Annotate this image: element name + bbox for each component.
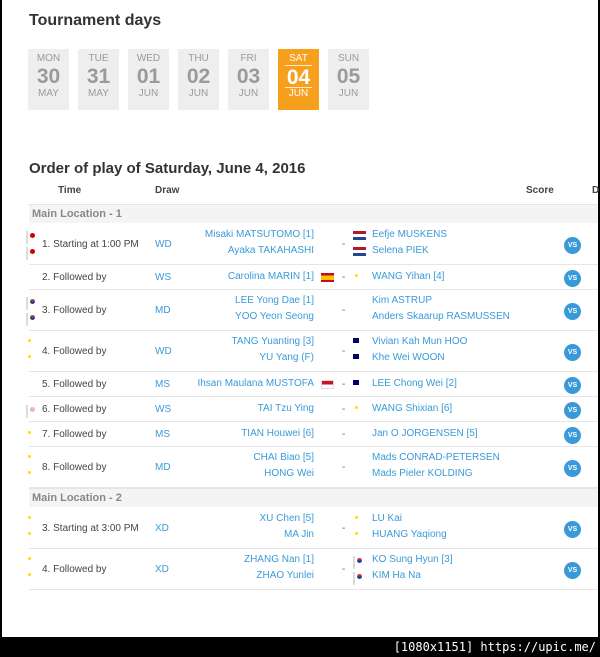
vs-button[interactable]: VS: [564, 562, 581, 579]
home-player: [29, 351, 337, 365]
day-tile-thu[interactable]: [178, 49, 219, 110]
flag-ned-icon: [353, 231, 366, 240]
player-name-link[interactable]: YU Yang (F): [259, 352, 314, 363]
match-row: [29, 422, 598, 447]
match-row: [29, 372, 598, 397]
player-name-link[interactable]: HONG Wei: [264, 468, 314, 479]
match-time: 5. Followed by: [42, 379, 107, 390]
match-row: [29, 447, 598, 488]
page-frame: [2, 0, 598, 637]
away-player: [353, 244, 573, 258]
day-num: 31: [86, 65, 111, 88]
away-player: [353, 377, 573, 391]
home-player: [29, 294, 337, 308]
away-player: [353, 512, 573, 526]
flag-jpn-icon: [26, 247, 28, 260]
day-month: MAY: [88, 88, 109, 99]
player-name-link[interactable]: Kim ASTRUP: [372, 295, 433, 306]
player-name-link[interactable]: WANG Yihan [4]: [372, 271, 445, 282]
vs-button[interactable]: VS: [564, 402, 581, 419]
player-name-link[interactable]: CHAI Biao [5]: [253, 452, 314, 463]
column-extra: D: [592, 185, 600, 196]
match-row: [29, 549, 598, 590]
vs-button[interactable]: VS: [564, 427, 581, 444]
day-tile-mon[interactable]: [28, 49, 69, 110]
flag-kor-icon: [353, 572, 355, 585]
home-player: [29, 402, 337, 416]
player-name-link[interactable]: ZHAO Yunlei: [256, 570, 314, 581]
flag-ina-icon: [321, 380, 334, 389]
day-month: JUN: [238, 88, 259, 99]
tournament-days-title: Tournament days: [29, 12, 162, 29]
match-time: 6. Followed by: [42, 404, 107, 415]
home-player: [29, 512, 337, 526]
player-name-link[interactable]: Eefje MUSKENS: [372, 229, 448, 240]
player-name-link[interactable]: YOO Yeon Seong: [235, 311, 314, 322]
home-player: [29, 335, 337, 349]
home-player: [29, 467, 337, 481]
location-header: Main Location - 1: [29, 204, 598, 223]
away-player: [353, 402, 573, 416]
day-month: JUN: [138, 88, 159, 99]
day-dow: FRI: [240, 53, 257, 64]
away-player: [353, 270, 573, 284]
match-row: [29, 331, 598, 372]
match-time: 3. Followed by: [42, 305, 107, 316]
day-num: 04: [286, 66, 311, 89]
day-num: 05: [336, 65, 361, 88]
location-header: Main Location - 2: [29, 488, 598, 507]
day-tile-sat[interactable]: [278, 49, 319, 110]
player-name-link[interactable]: Mads Pieler KOLDING: [372, 468, 473, 479]
versus-dash: -: [342, 305, 346, 316]
versus-dash: -: [342, 523, 346, 534]
versus-dash: -: [342, 239, 346, 250]
vs-button[interactable]: VS: [564, 521, 581, 538]
match-row: [29, 265, 598, 290]
home-player: [29, 569, 337, 583]
match-draw[interactable]: MD: [155, 462, 171, 473]
day-month: JUN: [288, 88, 309, 99]
home-player: [29, 451, 337, 465]
match-row: [29, 508, 598, 549]
day-dow: SAT: [289, 53, 308, 64]
day-dow: TUE: [88, 53, 109, 64]
away-player: [353, 467, 573, 481]
day-num: 02: [186, 65, 211, 88]
home-player: [29, 270, 337, 284]
home-player: [29, 553, 337, 567]
match-time: 3. Starting at 3:00 PM: [42, 523, 139, 534]
versus-dash: -: [342, 346, 346, 357]
day-tile-tue[interactable]: [78, 49, 119, 110]
match-draw[interactable]: WS: [155, 272, 172, 283]
flag-esp-icon: [321, 273, 334, 282]
match-row: [29, 224, 598, 265]
vs-button[interactable]: VS: [564, 237, 581, 254]
column-draw: Draw: [155, 185, 180, 196]
home-player: [29, 244, 337, 258]
day-dow: WED: [136, 53, 161, 64]
match-row: [29, 290, 598, 331]
player-name-link[interactable]: Misaki MATSUTOMO [1]: [204, 229, 314, 240]
player-name-link[interactable]: TANG Yuanting [3]: [231, 336, 314, 347]
match-time: 2. Followed by: [42, 272, 107, 283]
vs-button[interactable]: VS: [564, 303, 581, 320]
away-player: [353, 569, 573, 583]
away-player: [353, 310, 573, 324]
day-month: JUN: [338, 88, 359, 99]
match-draw[interactable]: XD: [155, 523, 169, 534]
player-name-link[interactable]: HUANG Yaqiong: [372, 529, 447, 540]
versus-dash: -: [342, 379, 346, 390]
player-name-link[interactable]: KIM Ha Na: [372, 570, 421, 581]
player-name-link[interactable]: MA Jin: [283, 529, 314, 540]
vs-button[interactable]: VS: [564, 377, 581, 394]
player-name-link[interactable]: Khe Wei WOON: [372, 352, 445, 363]
home-player: [29, 377, 337, 391]
day-num: 03: [236, 65, 261, 88]
day-tile-wed[interactable]: [128, 49, 169, 110]
flag-tpe-icon: [26, 405, 28, 418]
player-name-link[interactable]: TIAN Houwei [6]: [241, 428, 314, 439]
player-name-link[interactable]: Mads CONRAD-PETERSEN: [372, 452, 500, 463]
day-num: 01: [136, 65, 161, 88]
flag-jpn-icon: [26, 231, 28, 244]
match-time: 4. Followed by: [42, 346, 107, 357]
match-draw[interactable]: WD: [155, 239, 172, 250]
versus-dash: -: [342, 404, 346, 415]
away-player: [353, 427, 573, 441]
image-size-footer: [1080x1151] https://upic.me/: [0, 637, 600, 657]
player-name-link[interactable]: WANG Shixian [6]: [372, 403, 453, 414]
player-name-link[interactable]: KO Sung Hyun [3]: [372, 554, 453, 565]
vs-button[interactable]: VS: [564, 344, 581, 361]
flag-kor-icon: [26, 313, 28, 326]
player-name-link[interactable]: Anders Skaarup RASMUSSEN: [372, 311, 510, 322]
match-time: 4. Followed by: [42, 564, 107, 575]
day-tile-fri[interactable]: [228, 49, 269, 110]
away-player: [353, 294, 573, 308]
player-name-link[interactable]: Ihsan Maulana MUSTOFA: [197, 378, 314, 389]
versus-dash: -: [342, 462, 346, 473]
away-player: [353, 451, 573, 465]
match-draw[interactable]: WS: [155, 404, 172, 415]
day-num: 30: [36, 65, 61, 88]
day-dow: THU: [188, 53, 209, 64]
column-time: Time: [58, 185, 82, 196]
player-name-link[interactable]: Jan O JORGENSEN [5]: [372, 428, 478, 439]
player-name-link[interactable]: Ayaka TAKAHASHI: [227, 245, 314, 256]
match-draw[interactable]: MS: [155, 429, 170, 440]
day-month: JUN: [188, 88, 209, 99]
vs-button[interactable]: VS: [564, 460, 581, 477]
match-time: 1. Starting at 1:00 PM: [42, 239, 139, 250]
away-player: [353, 528, 573, 542]
player-name-link[interactable]: LEE Chong Wei [2]: [372, 378, 457, 389]
flag-ned-icon: [353, 247, 366, 256]
order-of-play-title: Order of play of Saturday, June 4, 2016: [29, 160, 306, 177]
column-score: Score: [526, 185, 554, 196]
player-name-link[interactable]: Selena PIEK: [372, 245, 429, 256]
home-player: [29, 310, 337, 324]
vs-button[interactable]: VS: [564, 270, 581, 287]
away-player: [353, 351, 573, 365]
player-name-link[interactable]: LEE Yong Dae [1]: [235, 295, 314, 306]
versus-dash: -: [342, 272, 346, 283]
match-draw[interactable]: WD: [155, 346, 172, 357]
tournament-days-selector: [28, 49, 369, 110]
away-player: [353, 553, 573, 567]
match-draw[interactable]: MD: [155, 305, 171, 316]
table-header: [2, 182, 598, 200]
versus-dash: -: [342, 429, 346, 440]
match-time: 7. Followed by: [42, 429, 107, 440]
match-draw[interactable]: XD: [155, 564, 169, 575]
match-time: 8. Followed by: [42, 462, 107, 473]
player-name-link[interactable]: XU Chen [5]: [259, 513, 314, 524]
away-player: [353, 335, 573, 349]
day-month: MAY: [38, 88, 59, 99]
match-draw[interactable]: MS: [155, 379, 170, 390]
away-player: [353, 228, 573, 242]
home-player: [29, 228, 337, 242]
match-row: [29, 397, 598, 422]
player-name-link[interactable]: LU Kai: [372, 513, 403, 524]
player-name-link[interactable]: Vivian Kah Mun HOO: [372, 336, 468, 347]
home-player: [29, 528, 337, 542]
home-player: [29, 427, 337, 441]
versus-dash: -: [342, 564, 346, 575]
day-dow: MON: [36, 53, 61, 64]
day-tile-sun[interactable]: [328, 49, 369, 110]
player-name-link[interactable]: Carolina MARIN [1]: [227, 271, 314, 282]
day-dow: SUN: [337, 53, 360, 64]
player-name-link[interactable]: ZHANG Nan [1]: [243, 554, 314, 565]
flag-kor-icon: [353, 556, 355, 569]
player-name-link[interactable]: TAI Tzu Ying: [257, 403, 314, 414]
flag-kor-icon: [26, 297, 28, 310]
